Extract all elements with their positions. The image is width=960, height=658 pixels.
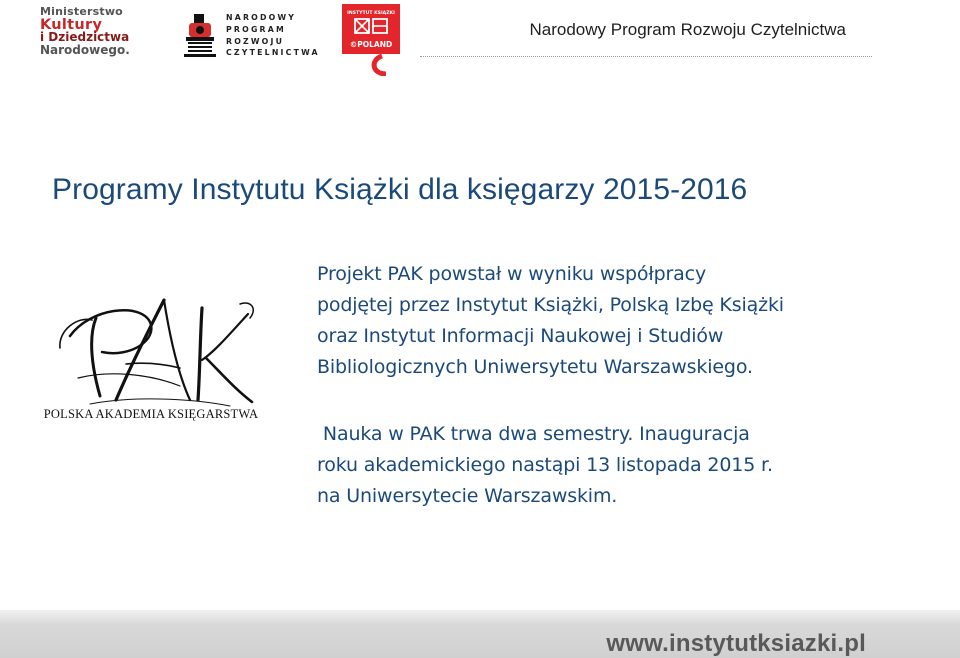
instytut-logo-caption: INSTYTUT KSIĄŻKI [347,11,395,16]
ministry-logo-line: Narodowego. [40,42,130,57]
footer-website-link[interactable]: www.instytutksiazki.pl [606,630,866,657]
nprc-logo-line: NARODOWY [226,13,297,22]
header-divider [420,56,872,57]
pak-logo [30,278,272,440]
ministry-logo-line: Kultury [40,16,103,33]
header-title: Narodowy Program Rozwoju Czytelnictwa [529,20,846,39]
project-description-paragraph [317,259,784,383]
paragraph-line: Bibliologicznych Uniwersytetu Warszawskiego. [317,356,753,378]
paragraph-line: na Uniwersytecie Warszawskim. [317,485,618,507]
paragraph-line: roku akademickiego nastąpi 13 listopada 2015 r. [317,454,773,476]
page-title: Programy Instytutu Książki dla księgarzy 2015-2016 [52,173,748,206]
paragraph-line: podjętej przez Instytut Książki, Polską Izbę Książki [317,294,784,316]
nprc-logo-line: PROGRAM [226,24,286,34]
ministry-logo-line: i Dziedzictwa [40,30,130,44]
nprc-logo [180,12,320,60]
nprc-logo-line: ROZWOJU [226,36,285,46]
instytut-ksiazki-logo [342,4,404,76]
nprc-logo-line: CZYTELNICTWA [226,48,320,58]
pak-logo-caption: POLSKA AKADEMIA KSIĘGARSTWA [43,407,259,421]
instytut-logo-poland: ©POLAND [349,40,393,49]
ministry-culture-logo [40,6,150,62]
paragraph-line: Nauka w PAK trwa dwa semestry. Inauguracja [317,423,750,445]
course-info-paragraph [317,419,773,512]
locomotive-icon [183,12,217,58]
ministry-logo-line: Ministerstwo [40,5,123,18]
paragraph-line: oraz Instytut Informacji Naukowej i Studiów [317,325,724,347]
paragraph-line: Projekt PAK powstał w wyniku współpracy [317,263,707,285]
